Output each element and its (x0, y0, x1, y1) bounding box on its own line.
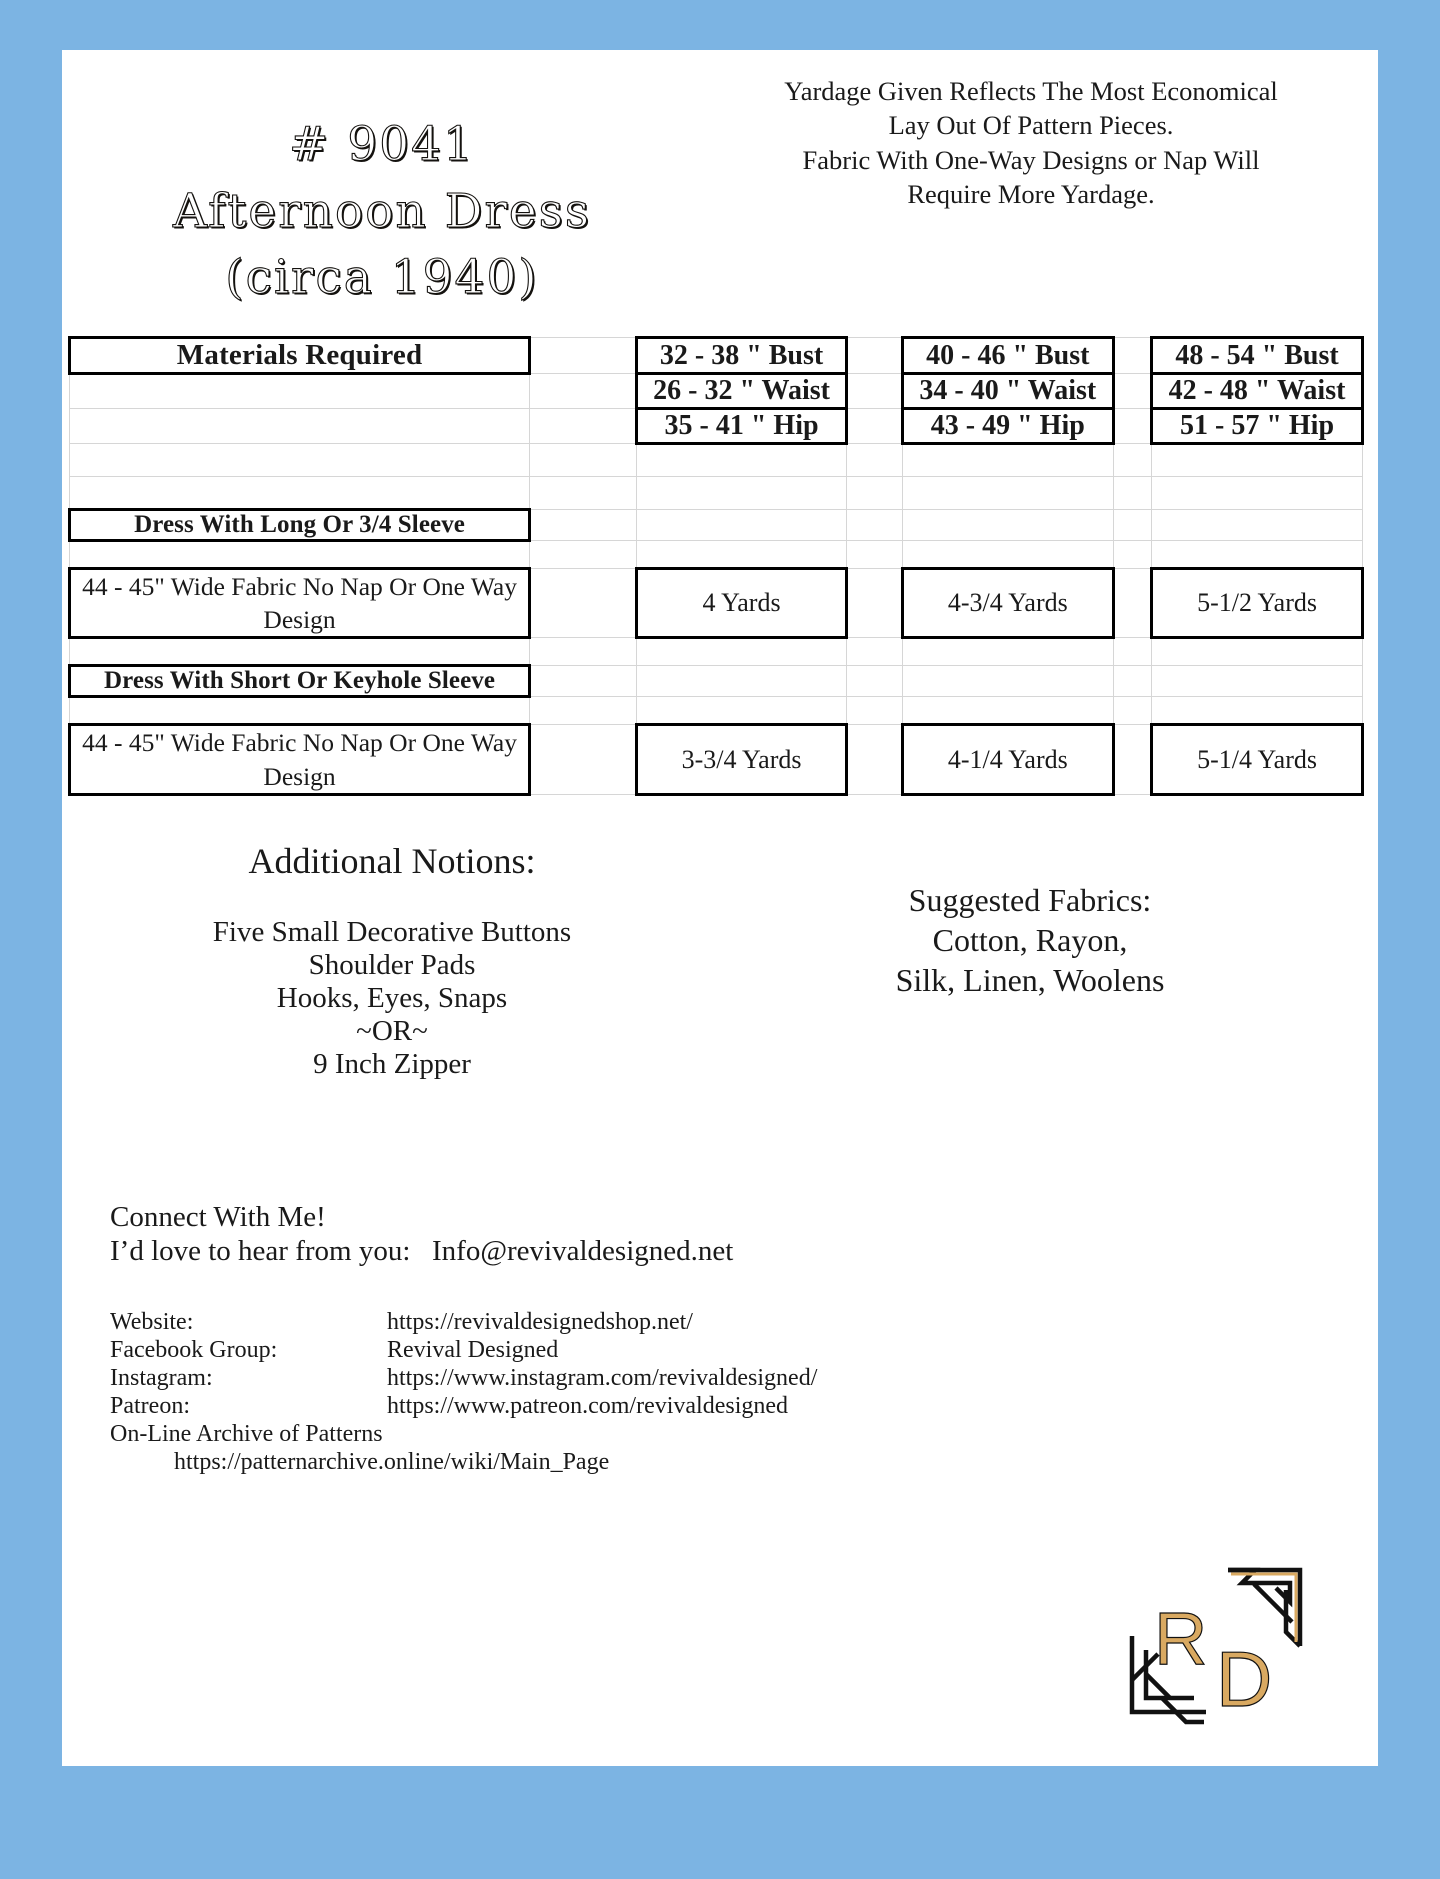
gap-cell (1113, 666, 1151, 697)
gap-cell (847, 444, 902, 477)
gap-cell (530, 666, 637, 697)
empty-cell (70, 444, 530, 477)
gap-cell (847, 510, 902, 541)
gap-cell (1113, 541, 1151, 569)
table-row-waist (70, 374, 1363, 409)
table-row-spacer (70, 697, 1363, 725)
section-1-yardage-size-2: 4-3/4 Yards (902, 569, 1113, 638)
empty-cell (902, 444, 1113, 477)
gap-cell (1113, 409, 1151, 444)
empty-cell (636, 541, 847, 569)
notion-item: Hooks, Eyes, Snaps (276, 981, 508, 1014)
gap-cell (1113, 638, 1151, 666)
empty-cell (70, 477, 530, 510)
pattern-name: Afternoon Dress (173, 183, 591, 239)
gap-cell (1113, 697, 1151, 725)
link-row-website (110, 1308, 1378, 1336)
empty-cell (636, 444, 847, 477)
fabrics-line-1: Cotton, Rayon, (932, 921, 1128, 958)
empty-cell (1152, 697, 1363, 725)
archive-label: On-Line Archive of Patterns (110, 1421, 383, 1448)
gap-cell (1113, 510, 1151, 541)
empty-cell (70, 374, 530, 409)
archive-url[interactable]: https://patternarchive.online/wiki/Main_Page (174, 1449, 610, 1476)
empty-cell (1152, 510, 1363, 541)
yardage-table (68, 336, 1364, 796)
materials-required-header: Materials Required (70, 338, 530, 374)
gap-cell (847, 638, 902, 666)
notice-line-4: Require More Yardage. (907, 179, 1155, 210)
contact-email-row (110, 1235, 1378, 1267)
empty-cell (636, 666, 847, 697)
link-row-patreon (110, 1392, 1378, 1420)
svg-text:R: R (1154, 1597, 1208, 1680)
empty-cell (70, 541, 530, 569)
table-row-section-2-values (70, 725, 1363, 794)
empty-cell (636, 510, 847, 541)
gap-cell (530, 338, 637, 374)
gap-cell (1113, 338, 1151, 374)
gap-cell (847, 725, 902, 794)
gap-cell (530, 569, 637, 638)
empty-cell (636, 638, 847, 666)
suggested-fabrics (702, 840, 1358, 1081)
fabrics-heading: Suggested Fabrics: (908, 881, 1152, 918)
empty-cell (1152, 477, 1363, 510)
table-row-spacer (70, 541, 1363, 569)
table-row-section-2-heading (70, 666, 1363, 697)
link-value-patreon[interactable]: https://www.patreon.com/revivaldesigned (387, 1393, 789, 1420)
connect-heading: Connect With Me! (110, 1201, 326, 1233)
notion-item: Shoulder Pads (308, 948, 476, 981)
link-row-instagram (110, 1364, 1378, 1392)
notice-line-3: Fabric With One-Way Designs or Nap Will (802, 144, 1260, 175)
contact-block (62, 1201, 1378, 1268)
pattern-sheet (62, 50, 1378, 1766)
yardage-notice (702, 68, 1378, 312)
empty-cell (1152, 638, 1363, 666)
empty-cell (1152, 444, 1363, 477)
gap-cell (530, 725, 637, 794)
svg-text:D: D (1216, 1635, 1273, 1723)
gap-cell (530, 638, 637, 666)
contact-invite-label: I’d love to hear from you: (110, 1235, 411, 1268)
empty-cell (1152, 541, 1363, 569)
gap-cell (530, 409, 637, 444)
size-1-bust: 32 - 38 " Bust (636, 338, 847, 374)
empty-cell (636, 477, 847, 510)
gap-cell (847, 666, 902, 697)
link-label-website: Website: (110, 1308, 194, 1335)
size-3-bust: 48 - 54 " Bust (1152, 338, 1363, 374)
yardage-table-wrapper (62, 336, 1378, 796)
empty-cell (902, 477, 1113, 510)
fabrics-line-2: Silk, Linen, Woolens (895, 961, 1165, 998)
section-2-fabric-desc: 44 - 45" Wide Fabric No Nap Or One Way Design (70, 725, 530, 794)
table-row-bust (70, 338, 1363, 374)
section-2-yardage-size-1: 3-3/4 Yards (636, 725, 847, 794)
empty-cell (70, 409, 530, 444)
links-block (62, 1308, 1378, 1476)
gap-cell (530, 374, 637, 409)
size-3-waist: 42 - 48 " Waist (1152, 374, 1363, 409)
empty-cell (902, 666, 1113, 697)
gap-cell (1113, 725, 1151, 794)
logo-letter-d (1216, 1635, 1272, 1723)
gap-cell (847, 697, 902, 725)
header (62, 50, 1378, 312)
section-2-yardage-size-3: 5-1/4 Yards (1152, 725, 1363, 794)
gap-cell (1113, 444, 1151, 477)
size-1-hip: 35 - 41 " Hip (636, 409, 847, 444)
empty-cell (70, 697, 530, 725)
link-label-instagram: Instagram: (110, 1365, 213, 1392)
gap-cell (530, 444, 637, 477)
table-row-spacer (70, 444, 1363, 477)
empty-cell (1152, 666, 1363, 697)
empty-cell (902, 510, 1113, 541)
size-2-bust: 40 - 46 " Bust (902, 338, 1113, 374)
contact-email[interactable]: Info@revivaldesigned.net (432, 1235, 734, 1268)
notion-item: Five Small Decorative Buttons (212, 915, 572, 948)
size-3-hip: 51 - 57 " Hip (1152, 409, 1363, 444)
link-label-patreon: Patreon: (110, 1393, 190, 1420)
table-row-section-1-heading (70, 510, 1363, 541)
pattern-era: (circa 1940) (225, 250, 539, 306)
gap-cell (847, 374, 902, 409)
link-value-facebook[interactable]: Revival Designed (387, 1337, 559, 1364)
gap-cell (530, 477, 637, 510)
gap-cell (530, 541, 637, 569)
gap-cell (1113, 569, 1151, 638)
gap-cell (847, 477, 902, 510)
empty-cell (902, 697, 1113, 725)
section-1-yardage-size-1: 4 Yards (636, 569, 847, 638)
gap-cell (1113, 374, 1151, 409)
section-2-heading: Dress With Short Or Keyhole Sleeve (70, 666, 530, 697)
gap-cell (530, 697, 637, 725)
revival-designed-logo (1124, 1554, 1306, 1726)
additional-notions (82, 840, 702, 1081)
empty-cell (902, 541, 1113, 569)
table-row-spacer (70, 638, 1363, 666)
logo-artwork (1124, 1554, 1306, 1726)
section-2-yardage-size-2: 4-1/4 Yards (902, 725, 1113, 794)
section-1-fabric-desc: 44 - 45" Wide Fabric No Nap Or One Way Design (70, 569, 530, 638)
gap-cell (847, 409, 902, 444)
notion-item: ~OR~ (356, 1014, 428, 1047)
notice-line-1: Yardage Given Reflects The Most Economical (784, 76, 1278, 106)
empty-cell (902, 638, 1113, 666)
section-1-heading: Dress With Long Or 3/4 Sleeve (70, 510, 530, 541)
empty-cell (636, 697, 847, 725)
section-1-yardage-size-3: 5-1/2 Yards (1152, 569, 1363, 638)
gap-cell (847, 338, 902, 374)
logo-letter-r (1154, 1597, 1207, 1680)
size-2-waist: 34 - 40 " Waist (902, 374, 1113, 409)
pattern-number: # 9041 (289, 117, 475, 172)
table-row-hip (70, 409, 1363, 444)
link-value-instagram[interactable]: https://www.instagram.com/revivaldesigned/ (387, 1365, 818, 1392)
gap-cell (847, 541, 902, 569)
link-label-facebook: Facebook Group: (110, 1337, 278, 1364)
link-row-facebook (110, 1336, 1378, 1364)
table-row-spacer (70, 477, 1363, 510)
pattern-title (62, 68, 702, 312)
notion-item: 9 Inch Zipper (313, 1047, 471, 1080)
link-value-website[interactable]: https://revivaldesignedshop.net/ (387, 1308, 693, 1335)
size-2-hip: 43 - 49 " Hip (902, 409, 1113, 444)
gap-cell (530, 510, 637, 541)
notice-line-2: Lay Out Of Pattern Pieces. (888, 110, 1174, 141)
notions-heading: Additional Notions: (248, 840, 536, 881)
notions-and-fabrics (62, 840, 1378, 1081)
gap-cell (847, 569, 902, 638)
empty-cell (70, 638, 530, 666)
gap-cell (1113, 477, 1151, 510)
table-row-section-1-values (70, 569, 1363, 638)
size-1-waist: 26 - 32 " Waist (636, 374, 847, 409)
